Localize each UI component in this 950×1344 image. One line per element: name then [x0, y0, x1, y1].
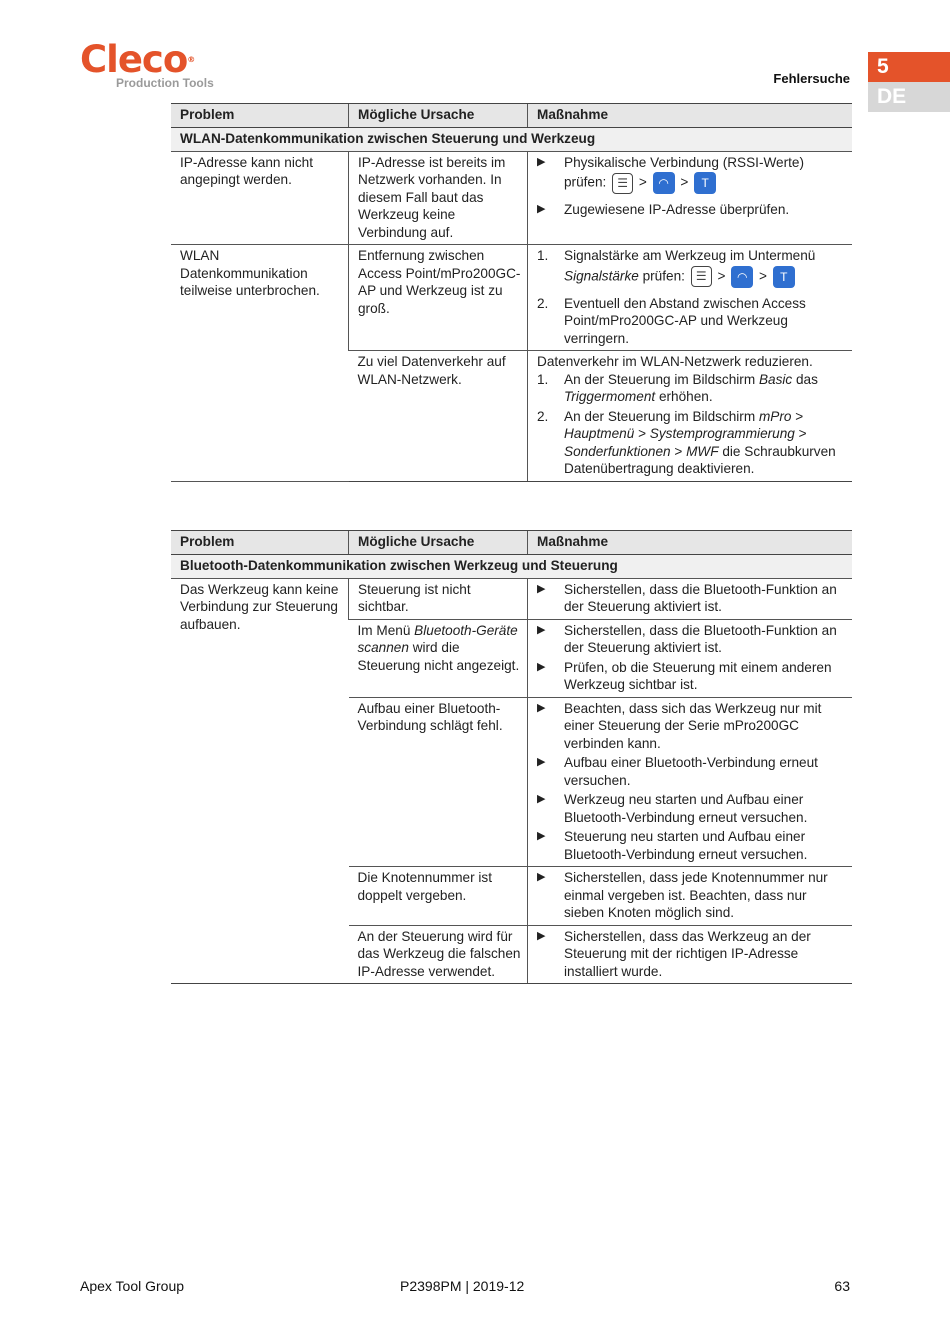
menu-term: Sonderfunktionen	[564, 443, 671, 459]
action-text: Aufbau einer Bluetooth-Verbindung erneut versuchen.	[564, 755, 818, 788]
header-action: Maßnahme	[528, 104, 853, 128]
cause-cell: An der Steuerung wird für das Werkzeug die falschen IP-Adresse verwendet.	[349, 925, 528, 984]
action-text: Sicherstellen, dass die Bluetooth-Funktion an der Steuerung aktiviert ist.	[564, 622, 837, 655]
wlan-troubleshooting-table	[171, 103, 852, 482]
menu-term: Hauptmenü	[564, 426, 635, 441]
arrow-separator: >	[638, 426, 647, 441]
cleco-logo	[80, 38, 214, 90]
action-cell	[528, 351, 853, 482]
menu-term: Bluetooth-Geräte scannen	[357, 622, 518, 655]
action-cell	[528, 925, 853, 984]
cause-cell: Zu viel Datenverkehr auf WLAN-Netzwerk.	[349, 351, 528, 482]
header-problem: Problem	[171, 531, 349, 555]
step-number: 1.	[537, 371, 549, 387]
chapter-tab	[868, 52, 950, 112]
menu-icon: ☰	[612, 173, 633, 194]
wifi-icon: ◠	[653, 172, 675, 194]
step-number: 1.	[537, 248, 549, 263]
action-cell	[528, 619, 853, 697]
menu-term: Systemprogrammierung	[649, 426, 795, 441]
action-text: Werkzeug neu starten und Aufbau einer Bluetooth-Verbindung erneut versuchen.	[564, 792, 808, 825]
action-text: An der Steuerung im Bildschirm	[564, 408, 756, 424]
bullet-icon: ▶	[537, 623, 546, 636]
action-text: Beachten, dass sich das Werkzeug nur mit einer Steuerung der Serie mPro200GC verbinden kann.	[564, 700, 822, 751]
action-intro: Datenverkehr im WLAN-Netzwerk reduzieren.	[537, 354, 813, 369]
action-cell	[528, 697, 853, 867]
header-cause: Mögliche Ursache	[349, 531, 528, 555]
problem-cell: Das Werkzeug kann keine Verbindung zur Steuerung aufbauen.	[171, 578, 349, 984]
problem-cell: IP-Adresse kann nicht angepingt werden.	[171, 151, 349, 245]
section-wlan: WLAN-Datenkommunikation zwischen Steuerung und Werkzeug	[171, 128, 852, 152]
arrow-separator: >	[798, 426, 807, 441]
arrow-separator: >	[680, 174, 689, 190]
step-number: 2.	[537, 295, 549, 311]
cause-cell: Die Knotennummer ist doppelt vergeben.	[349, 867, 528, 926]
table-row	[171, 578, 852, 619]
action-cell	[528, 151, 853, 245]
arrow-separator: >	[759, 268, 767, 284]
action-text: Steuerung neu starten und Aufbau einer Bluetooth-Verbindung erneut versuchen.	[564, 829, 808, 862]
menu-term: MWF	[686, 443, 719, 459]
bullet-icon: ▶	[537, 660, 546, 673]
menu-term: mPro	[758, 408, 792, 424]
chapter-language: DE	[868, 82, 950, 112]
tool-icon: T	[773, 266, 795, 288]
menu-term: Signalstärke	[564, 268, 639, 284]
table-row	[171, 245, 852, 351]
header-action: Maßnahme	[528, 531, 853, 555]
action-cell	[528, 245, 853, 351]
action-text: das	[795, 371, 818, 387]
footer-document-id: P2398PM | 2019-12	[400, 1278, 525, 1294]
menu-icon: ☰	[691, 266, 712, 287]
action-text: Sicherstellen, dass die Bluetooth-Funktion an der Steuerung aktiviert ist.	[564, 581, 837, 614]
section-text: Steuerung	[550, 558, 618, 573]
logo-subtitle: Production Tools	[116, 76, 214, 90]
menu-term: Triggermoment	[564, 389, 656, 404]
cause-cell: IP-Adresse ist bereits im Netzwerk vorhanden. In diesem Fall baut das Werkzeug keine Verbindung auf.	[349, 151, 528, 245]
header-problem: Problem	[171, 104, 349, 128]
bullet-icon: ▶	[537, 203, 546, 215]
problem-cell: WLAN Datenkommunikation teilweise unterbrochen.	[171, 245, 349, 482]
action-text: Signalstärke am Werkzeug im Untermenü	[564, 248, 816, 263]
section-bluetooth	[171, 555, 852, 579]
bullet-icon: ▶	[537, 582, 546, 595]
section-text: Bluetooth-Datenkommunikation zwischen Werkzeug und	[180, 558, 551, 573]
arrow-separator: >	[717, 268, 726, 284]
action-text: Prüfen, ob die Steuerung mit einem anderen Werkzeug sichtbar ist.	[564, 659, 832, 692]
action-text: prüfen:	[642, 268, 685, 284]
action-text: Sicherstellen, dass das Werkzeug an der Steuerung mit der richtigen IP-Adresse installiert wurde.	[564, 928, 811, 979]
action-text: Zugewiesene IP-Adresse überprüfen.	[564, 202, 790, 217]
bullet-icon: ▶	[537, 830, 546, 842]
wifi-icon: ◠	[731, 266, 753, 288]
action-cell	[528, 867, 853, 926]
bullet-icon: ▶	[537, 929, 546, 942]
action-text: Sicherstellen, dass jede Knotennummer nur einmal vergeben ist. Beachten, dass nur sieben Knoten möglich sind.	[564, 870, 828, 920]
logo-text: Cleco	[80, 38, 188, 81]
bluetooth-troubleshooting-table	[171, 530, 852, 984]
cause-cell: Entfernung zwischen Access Point/mPro200GC-AP und Werkzeug ist zu groß.	[349, 245, 528, 351]
section-title: Fehlersuche	[773, 71, 850, 86]
table-row	[171, 151, 852, 245]
header-cause: Mögliche Ursache	[349, 104, 528, 128]
arrow-separator: >	[795, 408, 804, 424]
bullet-icon: ▶	[537, 871, 546, 883]
cause-cell: Steuerung ist nicht sichtbar.	[349, 578, 528, 619]
footer-company: Apex Tool Group	[80, 1278, 185, 1294]
action-text: Eventuell den Abstand zwischen Access Point/mPro200GC-AP und Werkzeug verringern.	[564, 295, 806, 346]
arrow-separator: >	[674, 443, 683, 459]
logo-registered-mark: ®	[187, 55, 195, 64]
action-text: Physikalische Verbindung (RSSI-Werte) prüfen:	[564, 154, 805, 190]
bullet-icon: ▶	[537, 701, 546, 714]
action-cell	[528, 578, 853, 619]
bullet-icon: ▶	[537, 756, 546, 768]
cause-text: wird die Steuerung nicht angezeigt.	[357, 640, 520, 673]
page-number: 63	[834, 1278, 850, 1294]
chapter-number: 5	[868, 52, 950, 82]
action-text: An der Steuerung im Bildschirm	[564, 371, 756, 387]
cause-cell	[349, 619, 528, 697]
action-text: erhöhen.	[658, 389, 713, 404]
cause-cell: Aufbau einer Bluetooth-Verbindung schlägt fehl.	[349, 697, 528, 867]
action-text: die Schraubkurven Datenübertragung deaktivieren.	[564, 443, 836, 476]
tool-icon: T	[694, 172, 716, 194]
bullet-icon: ▶	[537, 793, 546, 805]
cause-text: Im Menü	[357, 622, 411, 638]
menu-term: Basic	[758, 371, 793, 387]
arrow-separator: >	[638, 174, 647, 190]
bullet-icon: ▶	[537, 155, 546, 168]
step-number: 2.	[537, 408, 549, 424]
